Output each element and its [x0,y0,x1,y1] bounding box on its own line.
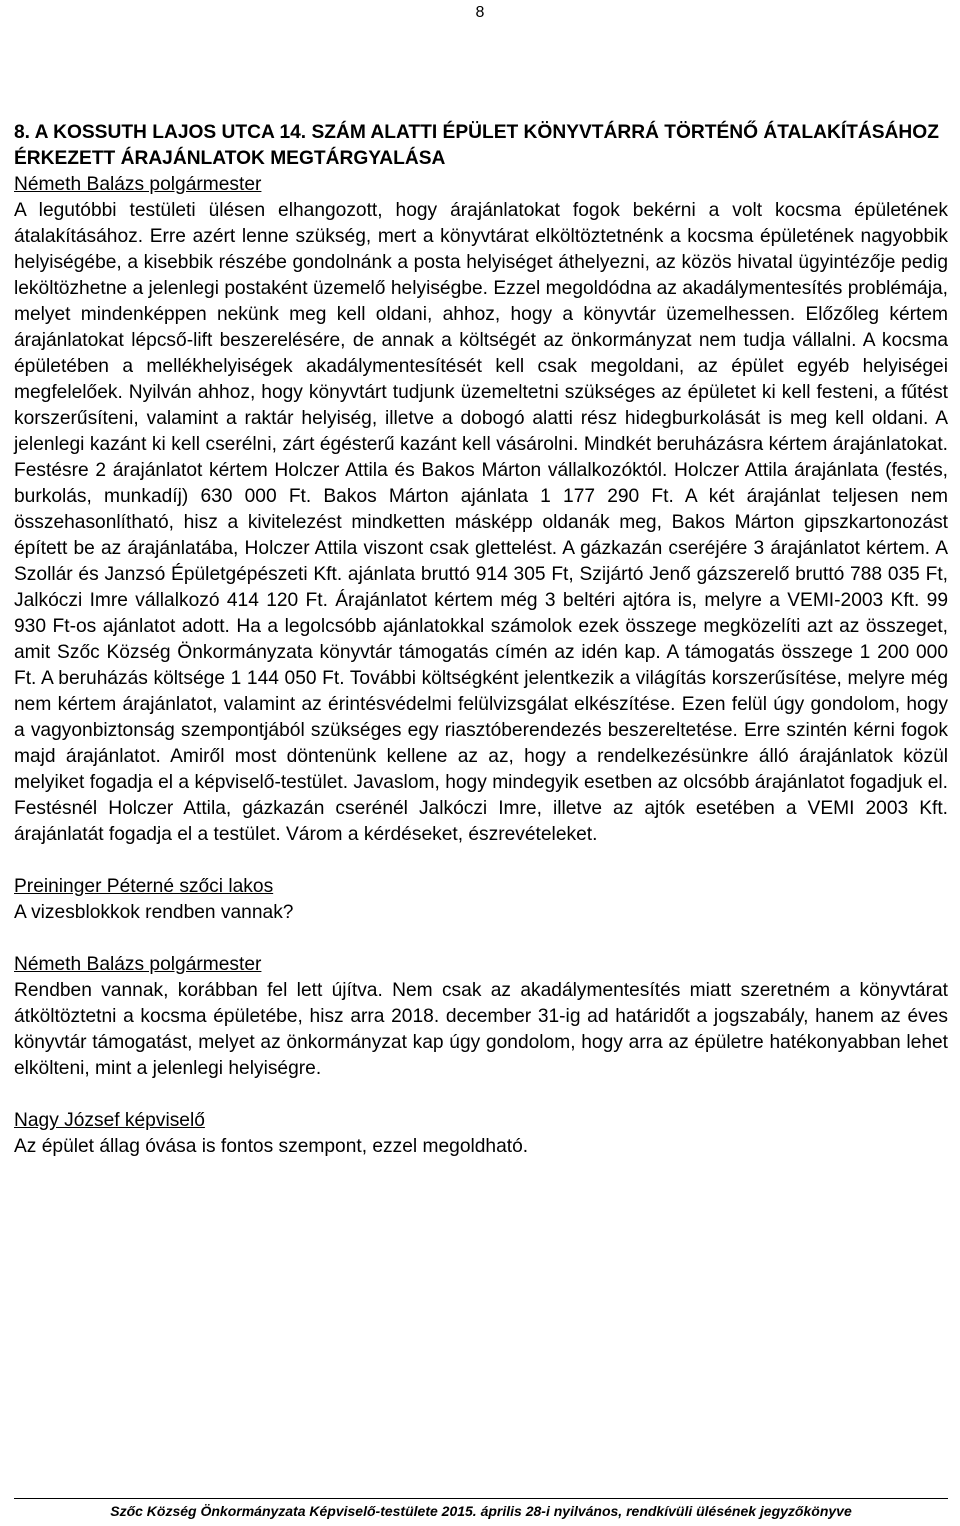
speech-text: A vizesblokkok rendben vannak? [14,902,294,923]
speech-text: Rendben vannak, korábban fel lett újítva. Nem csak az akadálymentesítés miatt szeretném a könyvtárat átköltöztetni a kocsma épületébe, hisz arra 2018. december 31-ig ad határidőt a jogszabály, hanem az éves könyvtár támogatást, melyet az önkormányzat kap úgy gondolom, hogy arra az épületre hatékonyabban lehet elkölteni, mint a jelenlegi helyiségre. [14,980,948,1079]
speaker-name: Németh Balázs polgármester [14,174,262,195]
section-mayor-proposal [14,172,948,848]
document-body [14,120,948,1160]
speech-text: Az épület állag óvása is fontos szempont, ezzel megoldható. [14,1136,529,1157]
agenda-heading: 8. A KOSSUTH LAJOS UTCA 14. SZÁM ALATTI ÉPÜLET KÖNYVTÁRRÁ TÖRTÉNŐ ÁTALAKÍTÁSÁHOZ ÉRKEZETT ÁRAJÁNLATOK MEGTÁRGYALÁSA [14,122,939,169]
section-mayor-answer [14,952,948,1082]
footer-divider [14,1498,948,1499]
page-number: 8 [475,4,485,21]
speaker-name: Preininger Péterné szőci lakos [14,876,274,897]
speaker-name: Németh Balázs polgármester [14,954,262,975]
speech-text: A legutóbbi testületi ülésen elhangozott, hogy árajánlatokat fogok bekérni a volt kocsma épületének átalakításához. Erre azért lenne szükség, mert a könyvtárat elköltöztetnénk a kocsma épületének nagyobbik helyiségébe, a kisebbik részébe gondolnánk a posta helyiséget áthelyezni, az közös hivatal ügyintézője pedig leköltözhetne a jelenlegi postaként üzemelő helyiségbe. Ezzel megoldódna az akadálymentesítés problémája, melyet mindenképpen nekünk meg kell oldani, ahhoz, hogy a könyvtár üzemelhessen. Előzőleg kértem árajánlatokat lépcső-lift beszerelésére, de annak a költségét az önkormányzat nem tudja vállalni. A kocsma épületében a mellékhelyiségek akadálymentesítését kell csak megoldani, az épület egyéb helyiségei megfelelőek. Nyilván ahhoz, hogy könyvtárt tudjunk üzemeltetni szükséges az épületet ki kell festeni, a fűtést korszerűsíteni, valamint a raktár helyiség, illetve a dobogó alatti rész hidegburkolását is meg kell oldani. A jelenlegi kazánt ki kell cserélni, zárt égésterű kazánt kell vásárolni. Mindkét beruházásra kértem árajánlatokat. Festésre 2 árajánlatot kértem Holczer Attila és Bakos Márton vállalkozóktól. Holczer Attila árajánlata (festés, burkolás, munkadíj) 630 000 Ft. Bakos Márton ajánlata 1 177 290 Ft. A két árajánlat teljesen nem összehasonlítható, hisz a kivitelezést mindketten másképp oldanák meg, Bakos Márton gipszkartonozást épített be az árajánlatába, Holczer Attila viszont csak glettelést. A gázkazán cseréjére 3 árajánlatot kértem. A Szollár és Janzsó Épületgépészeti Kft. ajánlata bruttó 914 305 Ft, Szijártó Jenő gázszerelő bruttó 788 035 Ft, Jalkóczi Imre vállalkozó 414 120 Ft. Árajánlatot kértem még 3 beltéri ajtóra is, melyre a VEMI-2003 Kft. 99 930 Ft-os ajánlatot adott. Ha a legolcsóbb ajánlatokkal számolok ezek összege megközelíti azt az összeget, amit Szőc Község Önkormányzata könyvtár támogatás címén az idén kap. A támogatás összege 1 200 000 Ft. A beruházás költsége 1 144 050 Ft. További költségként jelentkezik a világítás korszerűsítése, melyre még nem kértem árajánlatot, valamint az érintésvédelmi felülvizsgálat elkészítése. Ezen felül úgy gondolom, hogy a vagyonbiztonság szempontjából szükséges egy riasztóberendezés beszereltetése. Erre szintén kérni fogok majd árajánlatot. Amiről most döntenünk kellene az az, hogy a rendelkezésünkre álló árajánlatok közül melyiket fogadja el a képviselő-testület. Javaslom, hogy mindegyik esetben az olcsóbb árajánlatot fogadjuk el. Festésnél Holczer Attila, gázkazán cserénél Jalkóczi Imre, illetve az ajtók esetében a VEMI 2003 Kft. árajánlatát fogadja el a testület. Várom a kérdéseket, észrevételeket. [14,200,948,845]
section-resident-question [14,874,948,926]
speaker-name: Nagy József képviselő [14,1110,205,1131]
page-footer: Szőc Község Önkormányzata Képviselő-testülete 2015. április 28-i nyilvános, rendkívüli ülésének jegyzőkönyve [110,1503,852,1519]
section-representative-comment [14,1108,948,1160]
